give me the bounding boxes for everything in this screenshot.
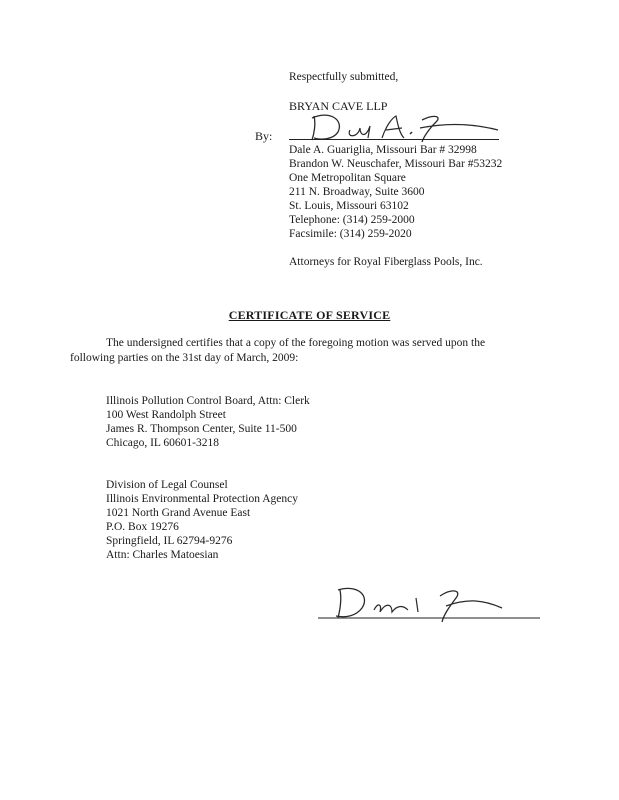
recipient-2-line-5: Springfield, IL 62794-9276 — [106, 535, 233, 547]
firm-name: BRYAN CAVE LLP — [289, 99, 388, 113]
recipient-1-line-3: James R. Thompson Center, Suite 11-500 — [106, 423, 297, 435]
attorney-line-6: Telephone: (314) 259-2000 — [289, 214, 415, 226]
recipient-address-2 — [106, 478, 298, 562]
attorney-line-2: Brandon W. Neuschafer, Missouri Bar #53232 — [289, 158, 503, 170]
handwritten-signature-lower — [318, 580, 540, 624]
respectfully-submitted: Respectfully submitted, — [289, 71, 399, 83]
recipient-2-line-2: Illinois Environmental Protection Agency — [106, 493, 298, 505]
recipient-2-line-6: Attn: Charles Matoesian — [106, 549, 219, 561]
recipient-2-line-4: P.O. Box 19276 — [106, 521, 179, 533]
recipient-1-line-4: Chicago, IL 60601-3218 — [106, 437, 219, 449]
attorney-line-1: Dale A. Guariglia, Missouri Bar # 32998 — [289, 144, 477, 156]
certificate-body-line-1: The undersigned certifies that a copy of the foregoing motion was served upon the — [106, 337, 486, 349]
recipient-2-line-3: 1021 North Grand Avenue East — [106, 507, 251, 519]
recipient-2-line-1: Division of Legal Counsel — [106, 479, 228, 491]
certificate-body — [70, 336, 528, 366]
certificate-title: CERTIFICATE OF SERVICE — [228, 308, 391, 322]
attorney-line-3: One Metropolitan Square — [289, 172, 406, 184]
attorney-line-5: St. Louis, Missouri 63102 — [289, 200, 409, 212]
recipient-1-line-2: 100 West Randolph Street — [106, 409, 226, 421]
attorney-line-7: Facsimile: (314) 259-2020 — [289, 228, 412, 240]
attorneys-for: Attorneys for Royal Fiberglass Pools, Inc. — [289, 256, 483, 268]
signature-line-upper — [289, 139, 499, 140]
by-label: By: — [255, 129, 273, 143]
recipient-1-line-1: Illinois Pollution Control Board, Attn: Clerk — [106, 395, 310, 407]
certificate-body-line-2: following parties on the 31st day of March, 2009: — [70, 352, 299, 364]
attorney-line-4: 211 N. Broadway, Suite 3600 — [289, 186, 425, 198]
recipient-address-1 — [106, 394, 310, 450]
